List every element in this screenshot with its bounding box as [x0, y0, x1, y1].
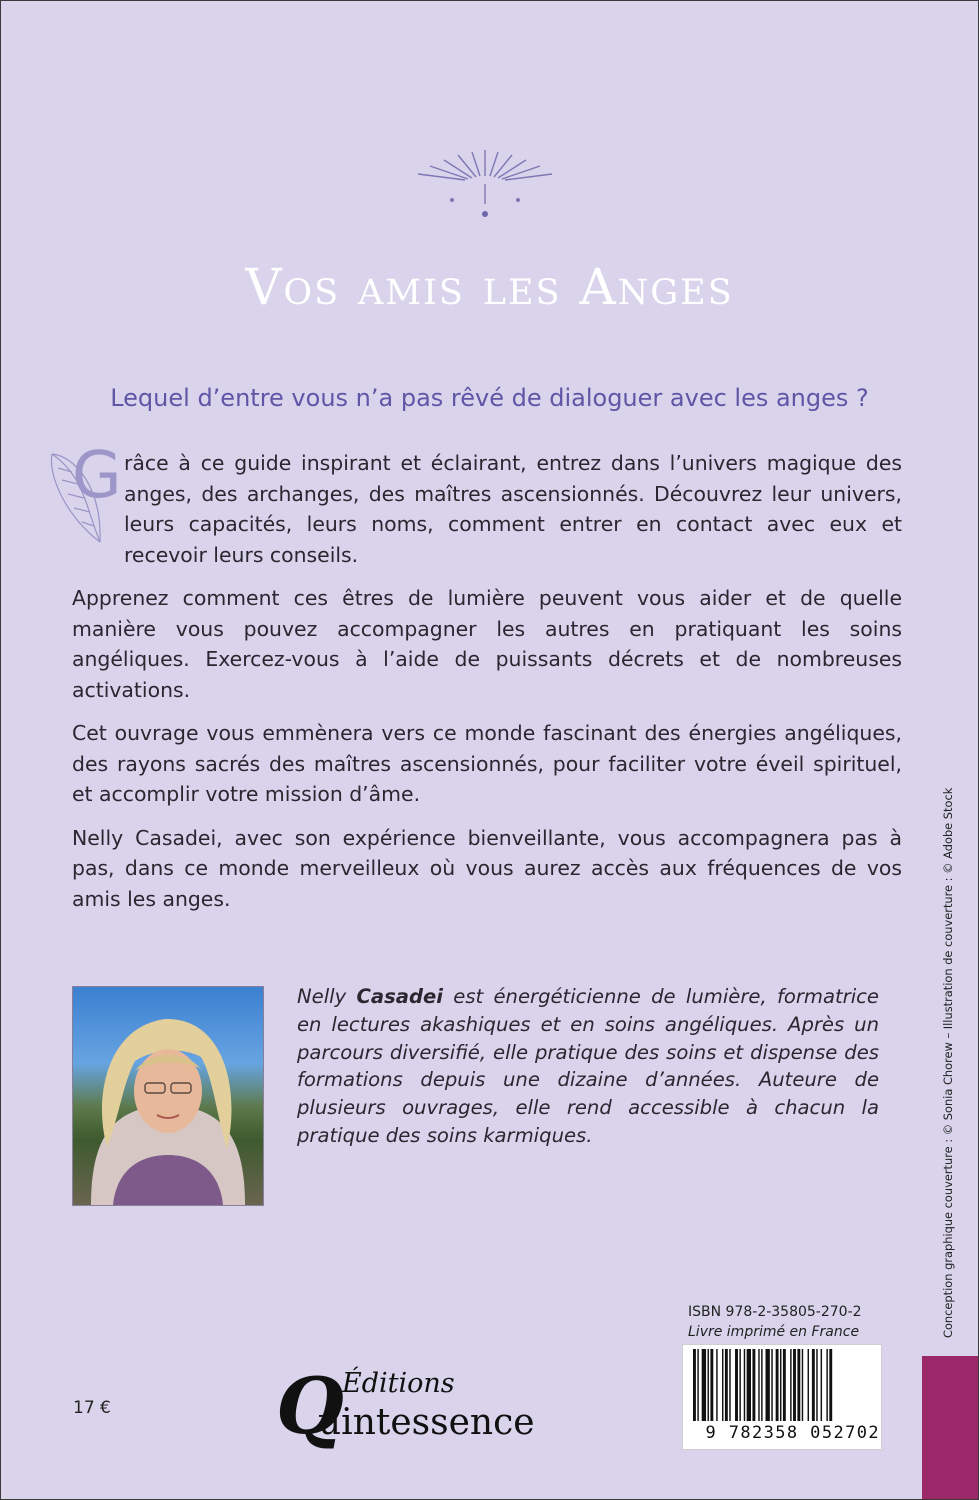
- isbn: ISBN 978-2-35805-270-2: [688, 1304, 862, 1320]
- paragraph-1: [72, 439, 902, 570]
- barcode-bar: [776, 1349, 779, 1421]
- paragraph-4: Nelly Casadei, avec son expérience bienveillante, vous accompagnera pas à pas, dans ce monde merveilleux où vous aurez accès aux fréquences de vos amis les anges.: [72, 825, 902, 911]
- tagline: Lequel d’entre vous n’a pas rêvé de dialoguer avec les anges ?: [110, 384, 869, 412]
- author-bio: [297, 983, 879, 1150]
- paragraph-3: Cet ouvrage vous emmènera vers ce monde fascinant des énergies angéliques, des rayons sacrés des maîtres ascensionnés, pour faciliter votre éveil spirituel, et accomplir votre mission d’âme.: [72, 721, 902, 806]
- paragraph-2: Apprenez comment ces êtres de lumière peuvent vous aider et de quelle manière vous pouvez accompagner les autres en pratiquant les soins angéliques. Exercez-vous à l’aide de puissants décrets et de nombreuses activations.: [72, 586, 902, 702]
- barcode-bar: [808, 1349, 809, 1421]
- spine-band: [922, 1356, 978, 1499]
- author-last-name: Casadei: [356, 985, 443, 1008]
- cover-credits: Conception graphique couverture : © Sonia Chorew – Illustration de couverture : © Adobe Stock: [941, 787, 955, 1338]
- barcode-bar: [790, 1349, 791, 1421]
- barcode-bar: [710, 1349, 713, 1421]
- barcode-bar: [735, 1349, 738, 1421]
- barcode-bar: [758, 1349, 759, 1421]
- drop-cap: G: [72, 439, 122, 513]
- publisher-logo-name: uintessence: [318, 1402, 535, 1443]
- publisher-logo: [276, 1361, 566, 1452]
- barcode-bar: [812, 1349, 815, 1421]
- barcode-bar: [826, 1349, 827, 1421]
- publisher-logo-editions: Éditions: [342, 1368, 455, 1399]
- isbn-block: [688, 1302, 888, 1342]
- barcode-bar: [793, 1349, 796, 1421]
- barcode-digits: 9 782358 052702: [705, 1423, 880, 1443]
- barcode-bar: [747, 1349, 751, 1421]
- barcode-bar: [716, 1349, 717, 1421]
- barcode-bar: [708, 1349, 709, 1421]
- barcode-bar: [693, 1349, 696, 1421]
- barcode-bar: [829, 1349, 832, 1421]
- barcode-bar: [761, 1349, 762, 1421]
- author-first-name: Nelly: [297, 985, 357, 1008]
- author-photo: [72, 986, 264, 1206]
- barcode-bar: [739, 1349, 740, 1421]
- paragraph-1-text: râce à ce guide inspirant et éclairant, entrez dans l’univers magique des anges, des archanges, des maîtres ascensionnés. Découvrez leur univers, leurs capacités, leurs noms, comment entrer en contact avec eux et recevoir leurs conseils.: [124, 451, 902, 567]
- barcode-bar: [821, 1349, 822, 1421]
- barcode-bar: [771, 1349, 772, 1421]
- price: 17 €: [73, 1398, 111, 1418]
- barcode-bar: [725, 1349, 728, 1421]
- barcode-bar: [744, 1349, 745, 1421]
- barcode-bar: [722, 1349, 723, 1421]
- sun-moon-ornament-icon: [410, 148, 560, 228]
- barcode-bar: [729, 1349, 730, 1421]
- barcode-bar: [702, 1349, 706, 1421]
- barcode-bar: [752, 1349, 755, 1421]
- printed-in: Livre imprimé en France: [688, 1324, 860, 1340]
- barcode-bar: [783, 1349, 786, 1421]
- barcode-bar: [697, 1349, 698, 1421]
- book-title: Vos amis les Anges: [245, 258, 734, 316]
- publisher-logo-initial: Q: [276, 1361, 344, 1452]
- author-bio-text: est énergéticienne de lumière, formatrice en lectures akashiques et en soins angéliques. Après un parcours diversifié, elle pratique des soins et dispense des formations depuis une dizaine d’années. Auteure de plusieurs ouvrages, elle rend accessible à chacun la pratique des soins karmiques.: [297, 985, 879, 1147]
- barcode-bar: [816, 1349, 817, 1421]
- barcode-bar: [780, 1349, 781, 1421]
- barcode-bar: [802, 1349, 803, 1421]
- barcode-bar: [766, 1349, 770, 1421]
- barcode-bar: [797, 1349, 800, 1421]
- description: [72, 439, 902, 927]
